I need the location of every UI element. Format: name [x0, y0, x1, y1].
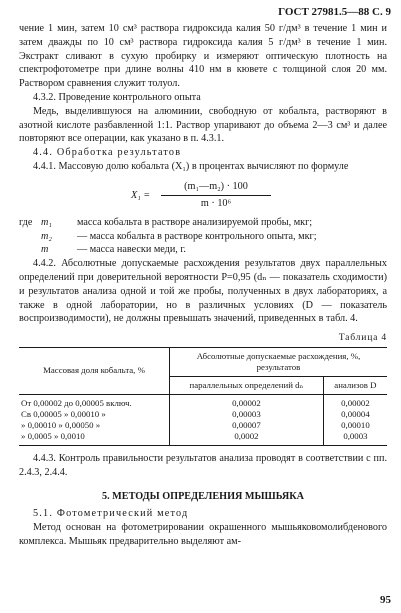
col-header-analyses: анализов D — [334, 379, 377, 390]
cell-range: Св 0,00005 » 0,00010 » — [19, 409, 170, 420]
table-caption: Таблица 4 — [338, 332, 387, 344]
cell-dn: 0,0002 — [170, 431, 324, 446]
cell-dn: 0,00002 — [170, 394, 324, 409]
cell-range: » 0,0005 » 0,0010 — [19, 431, 170, 446]
definition-row — [19, 216, 387, 230]
table-row — [19, 431, 387, 446]
col-header-parallel: параллельных определений dₙ — [170, 376, 324, 394]
col-header-mass-fraction: Массовая доля кобальта, % — [19, 347, 170, 394]
formula-numerator: (m₁—m₂) · 100 — [161, 180, 271, 196]
cell-D: 0,00010 — [341, 419, 370, 430]
definition-symbol: m₂ — [41, 230, 52, 242]
paragraph-4-3-2: Медь, выделившуюся на алюминии, свободную от кобальта, растворяют в азотной кислоте разбавленной 1:1. Раствор упаривают до объема 2—3 см³ и далее повторяют все операции, как указано в п. 4.3.1. — [19, 105, 387, 145]
definition-symbol: m₁ — [41, 216, 52, 228]
heading-4-4: 4.4. Обработка результатов — [33, 147, 182, 159]
formula-x1 — [131, 180, 387, 210]
heading-5-1: 5.1. Фотометрический метод — [33, 508, 189, 520]
cell-range: От 0,00002 до 0,00005 включ. — [19, 394, 170, 409]
cell-D: 0,00004 — [341, 408, 370, 419]
paragraph-intro: чение 1 мин, затем 10 см³ раствора гидроксида калия 50 г/дм³ в течение 1 мин и затем дважды по 10 см³ раствора гидроксида калия 5 г/дм³ в течение 1 мин. Экстракт сливают в сухую пробирку и измеряют оптическую плотность на спектрофотометре при длине волны 410 нм в кювете с толщиной слоя 20 мм. Раствором сравнения служит толуол. — [19, 23, 387, 90]
definition-text: — масса кобальта в растворе контрольного опыта, мкг; — [77, 230, 317, 242]
definition-prefix: где — [19, 216, 33, 228]
definition-symbol: m — [41, 244, 49, 256]
paragraph-4-4-1: 4.4.1. Массовую долю кобальта (X₁) в процентах вычисляют по формуле — [33, 160, 349, 172]
definition-row — [19, 243, 387, 257]
cell-D: 0,0003 — [323, 431, 387, 446]
definition-prefix — [19, 230, 41, 244]
col-header-tolerances: Абсолютные допускаемые расхождения, %, результатов — [170, 347, 388, 376]
definition-prefix — [19, 243, 41, 257]
definition-row — [19, 230, 387, 244]
table-row — [19, 420, 387, 431]
cell-dn: 0,00003 — [170, 409, 324, 420]
page-header: ГОСТ 27981.5—88 С. 9 — [278, 6, 391, 18]
cell-range: » 0,00010 » 0,00050 » — [19, 420, 170, 431]
symbol-definitions — [19, 216, 387, 257]
table-header-row — [19, 347, 387, 376]
paragraph-5-1: Метод основан на фотометрировании окрашенного мышьяковомолибденового комплекса. Мышьяк предварительно выделяют ам- — [19, 522, 387, 547]
paragraph-4-4-3: 4.4.3. Контроль правильности результатов анализа проводят в соответствии с пп. 2.4.3, 2.4.4. — [19, 452, 387, 478]
cell-dn: 0,00007 — [170, 420, 324, 431]
formula-fraction — [161, 180, 271, 211]
section-heading-5: 5. МЕТОДЫ ОПРЕДЕЛЕНИЯ МЫШЬЯКА — [101, 490, 304, 502]
table-row — [19, 394, 387, 409]
formula-denominator: m · 10⁶ — [200, 197, 232, 209]
definition-text: — масса навески меди, г. — [77, 244, 186, 256]
paragraph-4-4-2: 4.4.2. Абсолютные допускаемые расхождения результатов двух параллельных определений при доверительной вероятности P=0,95 (dₙ — показатель сходимости) и результатов анализа одной и той же пробы, полученных в двух лабораториях, а также в одной лаборатории, но в различных условиях (D — показатель воспроизводимости), не должны превышать значений, приведенных в табл. 4. — [19, 258, 387, 325]
definition-text: масса кобальта в растворе анализируемой пробы, мкг; — [77, 216, 313, 228]
cell-D: 0,00002 — [341, 397, 370, 408]
formula-lhs: X₁ = — [131, 189, 151, 201]
heading-4-3-2: 4.3.2. Проведение контрольного опыта — [33, 91, 201, 103]
table-row — [19, 409, 387, 420]
document-body — [19, 22, 387, 549]
page-number: 95 — [380, 594, 391, 606]
table-4 — [19, 347, 387, 446]
